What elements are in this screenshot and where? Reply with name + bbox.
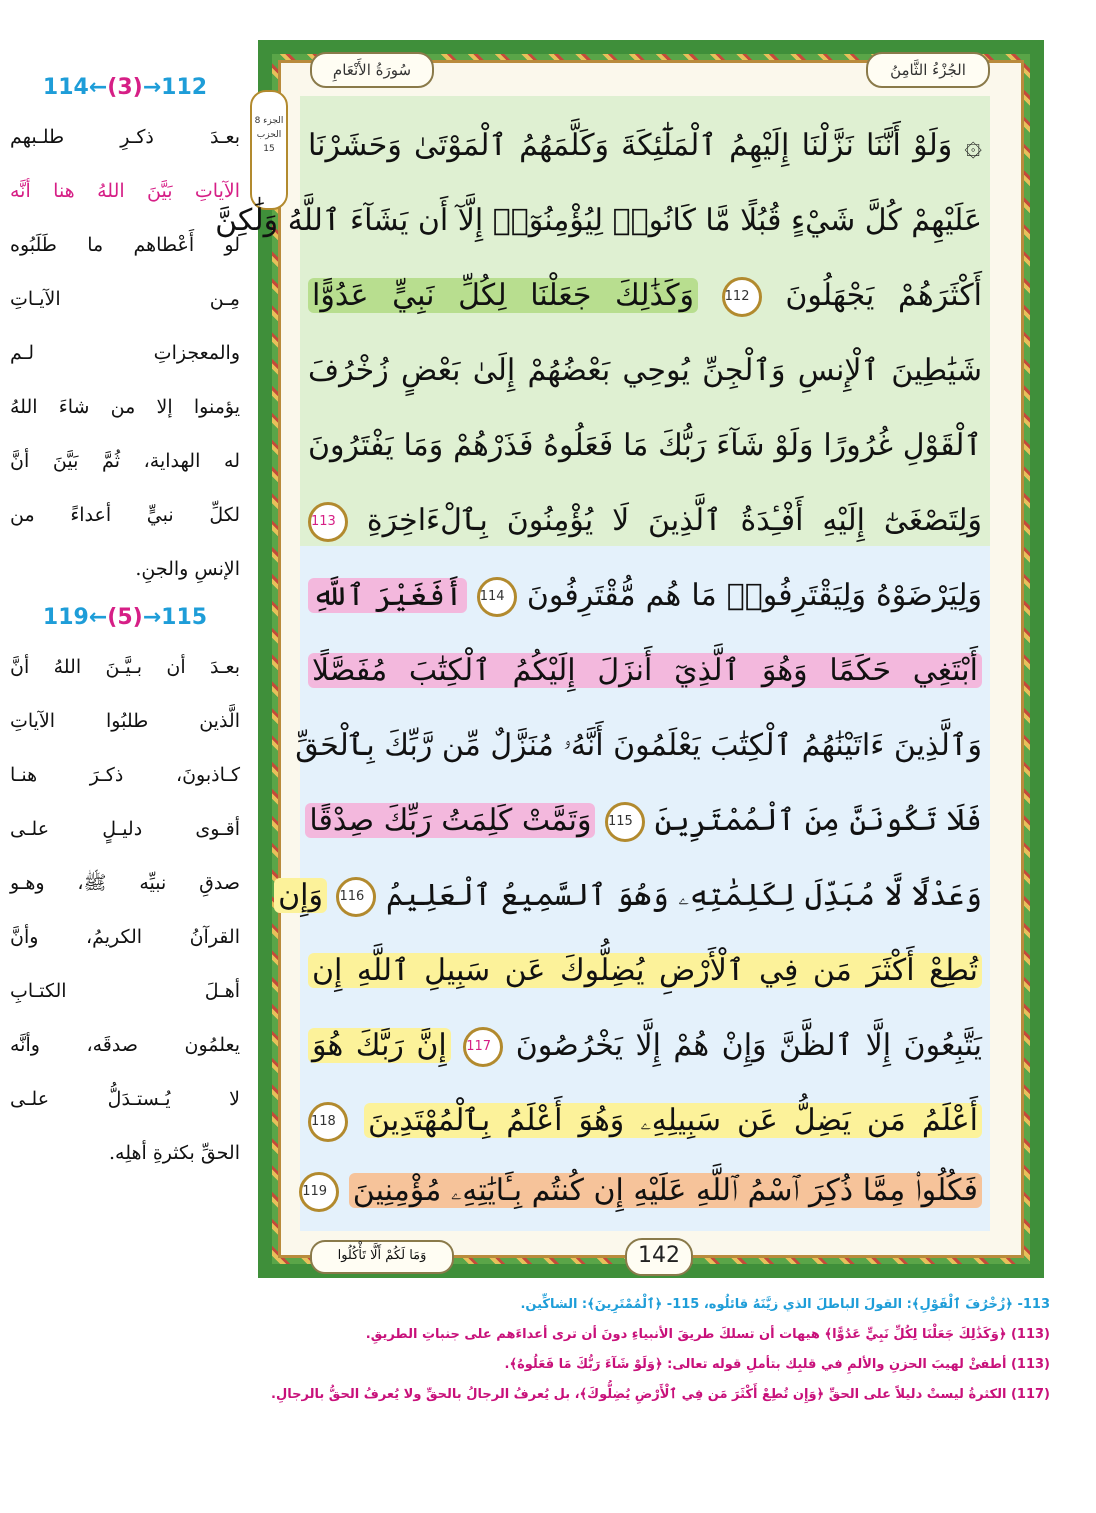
left-arrow-icon: ← (88, 605, 108, 630)
tafsir-line: لا يُـستـدَلُّ علـى (10, 1088, 240, 1110)
ayah-marker-icon: 119 (299, 1172, 339, 1212)
verse-range-header (10, 596, 240, 640)
tafsir-line: الآياتِ بَيَّنَ اللهُ هنا أنَّه (10, 180, 240, 202)
highlighted-verse-text: تُطِعْ أَكْثَرَ مَن فِي ٱلْأَرْضِ يُضِلُّوكَ عَن سَبِيلِ ٱللَّهِ إِن (308, 953, 982, 988)
tafsir-line: بعـدَ ذكـرِ طلـبهم (10, 126, 240, 148)
quran-line (308, 791, 982, 851)
verse-range-header (10, 66, 240, 110)
tafsir-line: كـاذبونَ، ذكـرَ هنـا (10, 764, 240, 786)
tafsir-line: بعـدَ أن بـيَّـنَ اللهُ أنَّ (10, 656, 240, 678)
ayah-marker-icon: 113 (308, 502, 348, 542)
highlighted-verse-text: وَتَمَّتْ كَلِمَتُ رَبِّكَ صِدْقًا (305, 803, 595, 838)
quran-line (308, 566, 982, 626)
juz-number: الجزء 8 (254, 116, 284, 126)
quran-line (308, 491, 982, 551)
verse-text: ۞ وَلَوْ أَنَّنَا نَزَّلْنَا إِلَيْهِمُ ٱلْمَلَٰٓئِكَةَ وَكَلَّمَهُمُ ٱلْمَوْتَىٰ وَحَشَرْنَا (308, 128, 982, 163)
range-start: 115 (161, 605, 208, 630)
tafsir-line: القرآنُ الكريمُ، وأنَّ (10, 926, 240, 948)
tafsir-column (10, 66, 240, 1180)
quran-line (278, 866, 982, 926)
surah-label: سُورَةُ الأَنْعَامِ (310, 52, 434, 88)
highlighted-verse-text: إِنَّ رَبَّكَ هُوَ (308, 1028, 451, 1063)
highlighted-verse-text: وَإِن (274, 878, 327, 913)
right-arrow-icon: → (142, 75, 162, 100)
verse-count: (3) (107, 75, 143, 100)
page-header (300, 46, 1000, 90)
highlighted-verse-text: وَكَذَٰلِكَ جَعَلْنَا لِكُلِّ نَبِيٍّ عَدُوًّا (308, 278, 698, 313)
quran-line (308, 266, 982, 326)
tafsir-line: أهـلَ الكتـابِ (10, 980, 240, 1002)
highlighted-verse-text: أَعْلَمُ مَن يَضِلُّ عَن سَبِيلِهِۦ وَهُوَ أَعْلَمُ بِٱلْمُهْتَدِينَ (364, 1103, 982, 1138)
quran-line (302, 1161, 982, 1221)
verse-text: وَعَدْلًا لَّا مُبَدِّلَ لِكَلِمَٰتِهِۦ وَهُوَ ٱلسَّمِيعُ ٱلْعَلِيمُ (386, 878, 982, 913)
tafsir-line: أقـوى دليـلٍ علـى (10, 818, 240, 840)
quran-line (215, 191, 982, 251)
quran-line (308, 941, 982, 1001)
tafsir-line: الَّذين طلبُوا الآياتِ (10, 710, 240, 732)
footnotes (40, 1290, 1050, 1410)
reflection-note: (113) ﴿وَكَذَٰلِكَ جَعَلْنَا لِكُلِّ نَبِيٍّ عَدُوًّا﴾ هيهات أن تسلكَ طريقَ الأنبياءِ دونَ أن ترى أعداءَهم على جنباتِ الطريقِ. (365, 1327, 1050, 1342)
tafsir-line: والمعجزاتِ لـم (10, 342, 240, 364)
tafsir-line: الإنسِ والجنِ. (135, 558, 240, 580)
tafsir-line: يعلمُون صدقَه، وأنَّه (10, 1034, 240, 1056)
verse-text: وَلِيَرْضَوْهُ وَلِيَقْتَرِفُوا۟ مَا هُم مُّقْتَرِفُونَ (526, 578, 982, 613)
highlighted-verse-text: أَفَغَيْرَ ٱللَّهِ (308, 578, 467, 613)
tafsir-line: الحقِّ بكثرةِ أهلِه. (108, 1142, 240, 1164)
juz-label: الجُزْءُ الثَّامِنُ (866, 52, 990, 88)
quran-line (308, 1016, 982, 1076)
hizb-number: الحزب 15 (256, 130, 282, 154)
left-arrow-icon: ← (88, 75, 108, 100)
catchword: وَمَا لَكُمْ أَلَّا تَأْكُلُوا (310, 1240, 454, 1274)
right-arrow-icon: → (142, 605, 162, 630)
range-start: 112 (161, 75, 208, 100)
highlighted-verse-text: أَبْتَغِي حَكَمًا وَهُوَ ٱلَّذِيٓ أَنزَلَ إِلَيْكُمُ ٱلْكِتَٰبَ مُفَصَّلًا (308, 653, 982, 688)
page-footer (300, 1236, 1000, 1276)
verse-text: شَيَٰطِينَ ٱلْإِنسِ وَٱلْجِنِّ يُوحِي بَعْضُهُمْ إِلَىٰ بَعْضٍ زُخْرُفَ (308, 353, 982, 388)
vocabulary-note: 113- ﴿زُخْرُفَ ٱلْقَوْلِ﴾: القولَ الباطلَ الذي زيَّنَهُ قائلُوه، 115- ﴿ٱلْمُمْتَرِينَ﴾: الشاكِّين. (520, 1297, 1050, 1312)
quran-line (295, 716, 982, 776)
verse-text: فَلَا تَكُونَنَّ مِنَ ٱلْمُمْتَرِينَ (654, 803, 982, 838)
verse-text: وَلِتَصْغَىٰٓ إِلَيْهِ أَفْـِٔدَةُ ٱلَّذِينَ لَا يُؤْمِنُونَ بِٱلْءَاخِرَةِ (366, 503, 982, 538)
verse-text: عَلَيْهِمْ كُلَّ شَيْءٍ قُبُلًا مَّا كَانُوا۟ لِيُؤْمِنُوٓا۟ إِلَّآ أَن يَشَآءَ ٱللَّهُ وَلَٰكِنَّ (215, 203, 982, 238)
tafsir-line: لو أَعْطاهم ما طَلَبُوه (10, 234, 240, 256)
range-end: 114 (42, 75, 89, 100)
highlighted-verse-text: فَكُلُوا۟ مِمَّا ذُكِرَ ٱسْمُ ٱللَّهِ عَلَيْهِ إِن كُنتُم بِـَٔايَٰتِهِۦ مُؤْمِنِينَ (349, 1173, 982, 1208)
quran-line (308, 416, 982, 476)
tafsir-line: يؤمنوا إلا من شاءَ اللهُ (10, 396, 240, 418)
tafsir-line: لكلِّ نبيٍّ أعداءً من (10, 504, 240, 526)
quran-line (308, 341, 982, 401)
ayah-marker-icon: 118 (308, 1102, 348, 1142)
verse-text: يَتَّبِعُونَ إِلَّا ٱلظَّنَّ وَإِنْ هُمْ إِلَّا يَخْرُصُونَ (515, 1028, 982, 1063)
tafsir-line: صدقِ نبيِّه ﷺ، وهـو (10, 872, 240, 894)
reflection-note: (113) أطفئْ لهيبَ الحزنِ والألمِ في قلبِك بتأملِ قوله تعالى: ﴿وَلَوْ شَآءَ رَبُّكَ مَا فَعَلُوهُ﴾. (504, 1357, 1050, 1372)
tafsir-line: له الهداية، ثُمَّ بَيَّنَ أنَّ (10, 450, 240, 472)
quran-line (308, 116, 982, 176)
ayah-marker-icon: 115 (605, 802, 645, 842)
ayah-marker-icon: 112 (722, 277, 762, 317)
page-number: 142 (625, 1238, 693, 1276)
ayah-marker-icon: 114 (477, 577, 517, 617)
ayah-marker-icon: 117 (463, 1027, 503, 1067)
verse-text: وَٱلَّذِينَ ءَاتَيْنَٰهُمُ ٱلْكِتَٰبَ يَعْلَمُونَ أَنَّهُۥ مُنَزَّلٌ مِّن رَّبِّكَ بِٱلْحَقِّ (295, 728, 982, 763)
reflection-note: (117) الكثرةُ ليستْ دليلاً على الحقِّ ﴿وَإِن تُطِعْ أَكْثَرَ مَن فِي ٱلْأَرْضِ يُضِلُّوكَ﴾، بل يُعرفُ الرجالُ بالحقِّ ولا يُعرفُ الحقُّ بالرجالِ. (271, 1387, 1050, 1402)
ayah-marker-icon: 116 (336, 877, 376, 917)
verse-text: أَكْثَرَهُمْ يَجْهَلُونَ (785, 278, 982, 313)
quran-line (308, 1091, 982, 1151)
quran-line (308, 641, 982, 701)
verse-text: ٱلْقَوْلِ غُرُورًا وَلَوْ شَآءَ رَبُّكَ مَا فَعَلُوهُ فَذَرْهُمْ وَمَا يَفْتَرُونَ (308, 428, 982, 463)
tafsir-line: مِـن الآيـاتِ (10, 288, 240, 310)
verse-count: (5) (107, 605, 143, 630)
range-end: 119 (42, 605, 89, 630)
